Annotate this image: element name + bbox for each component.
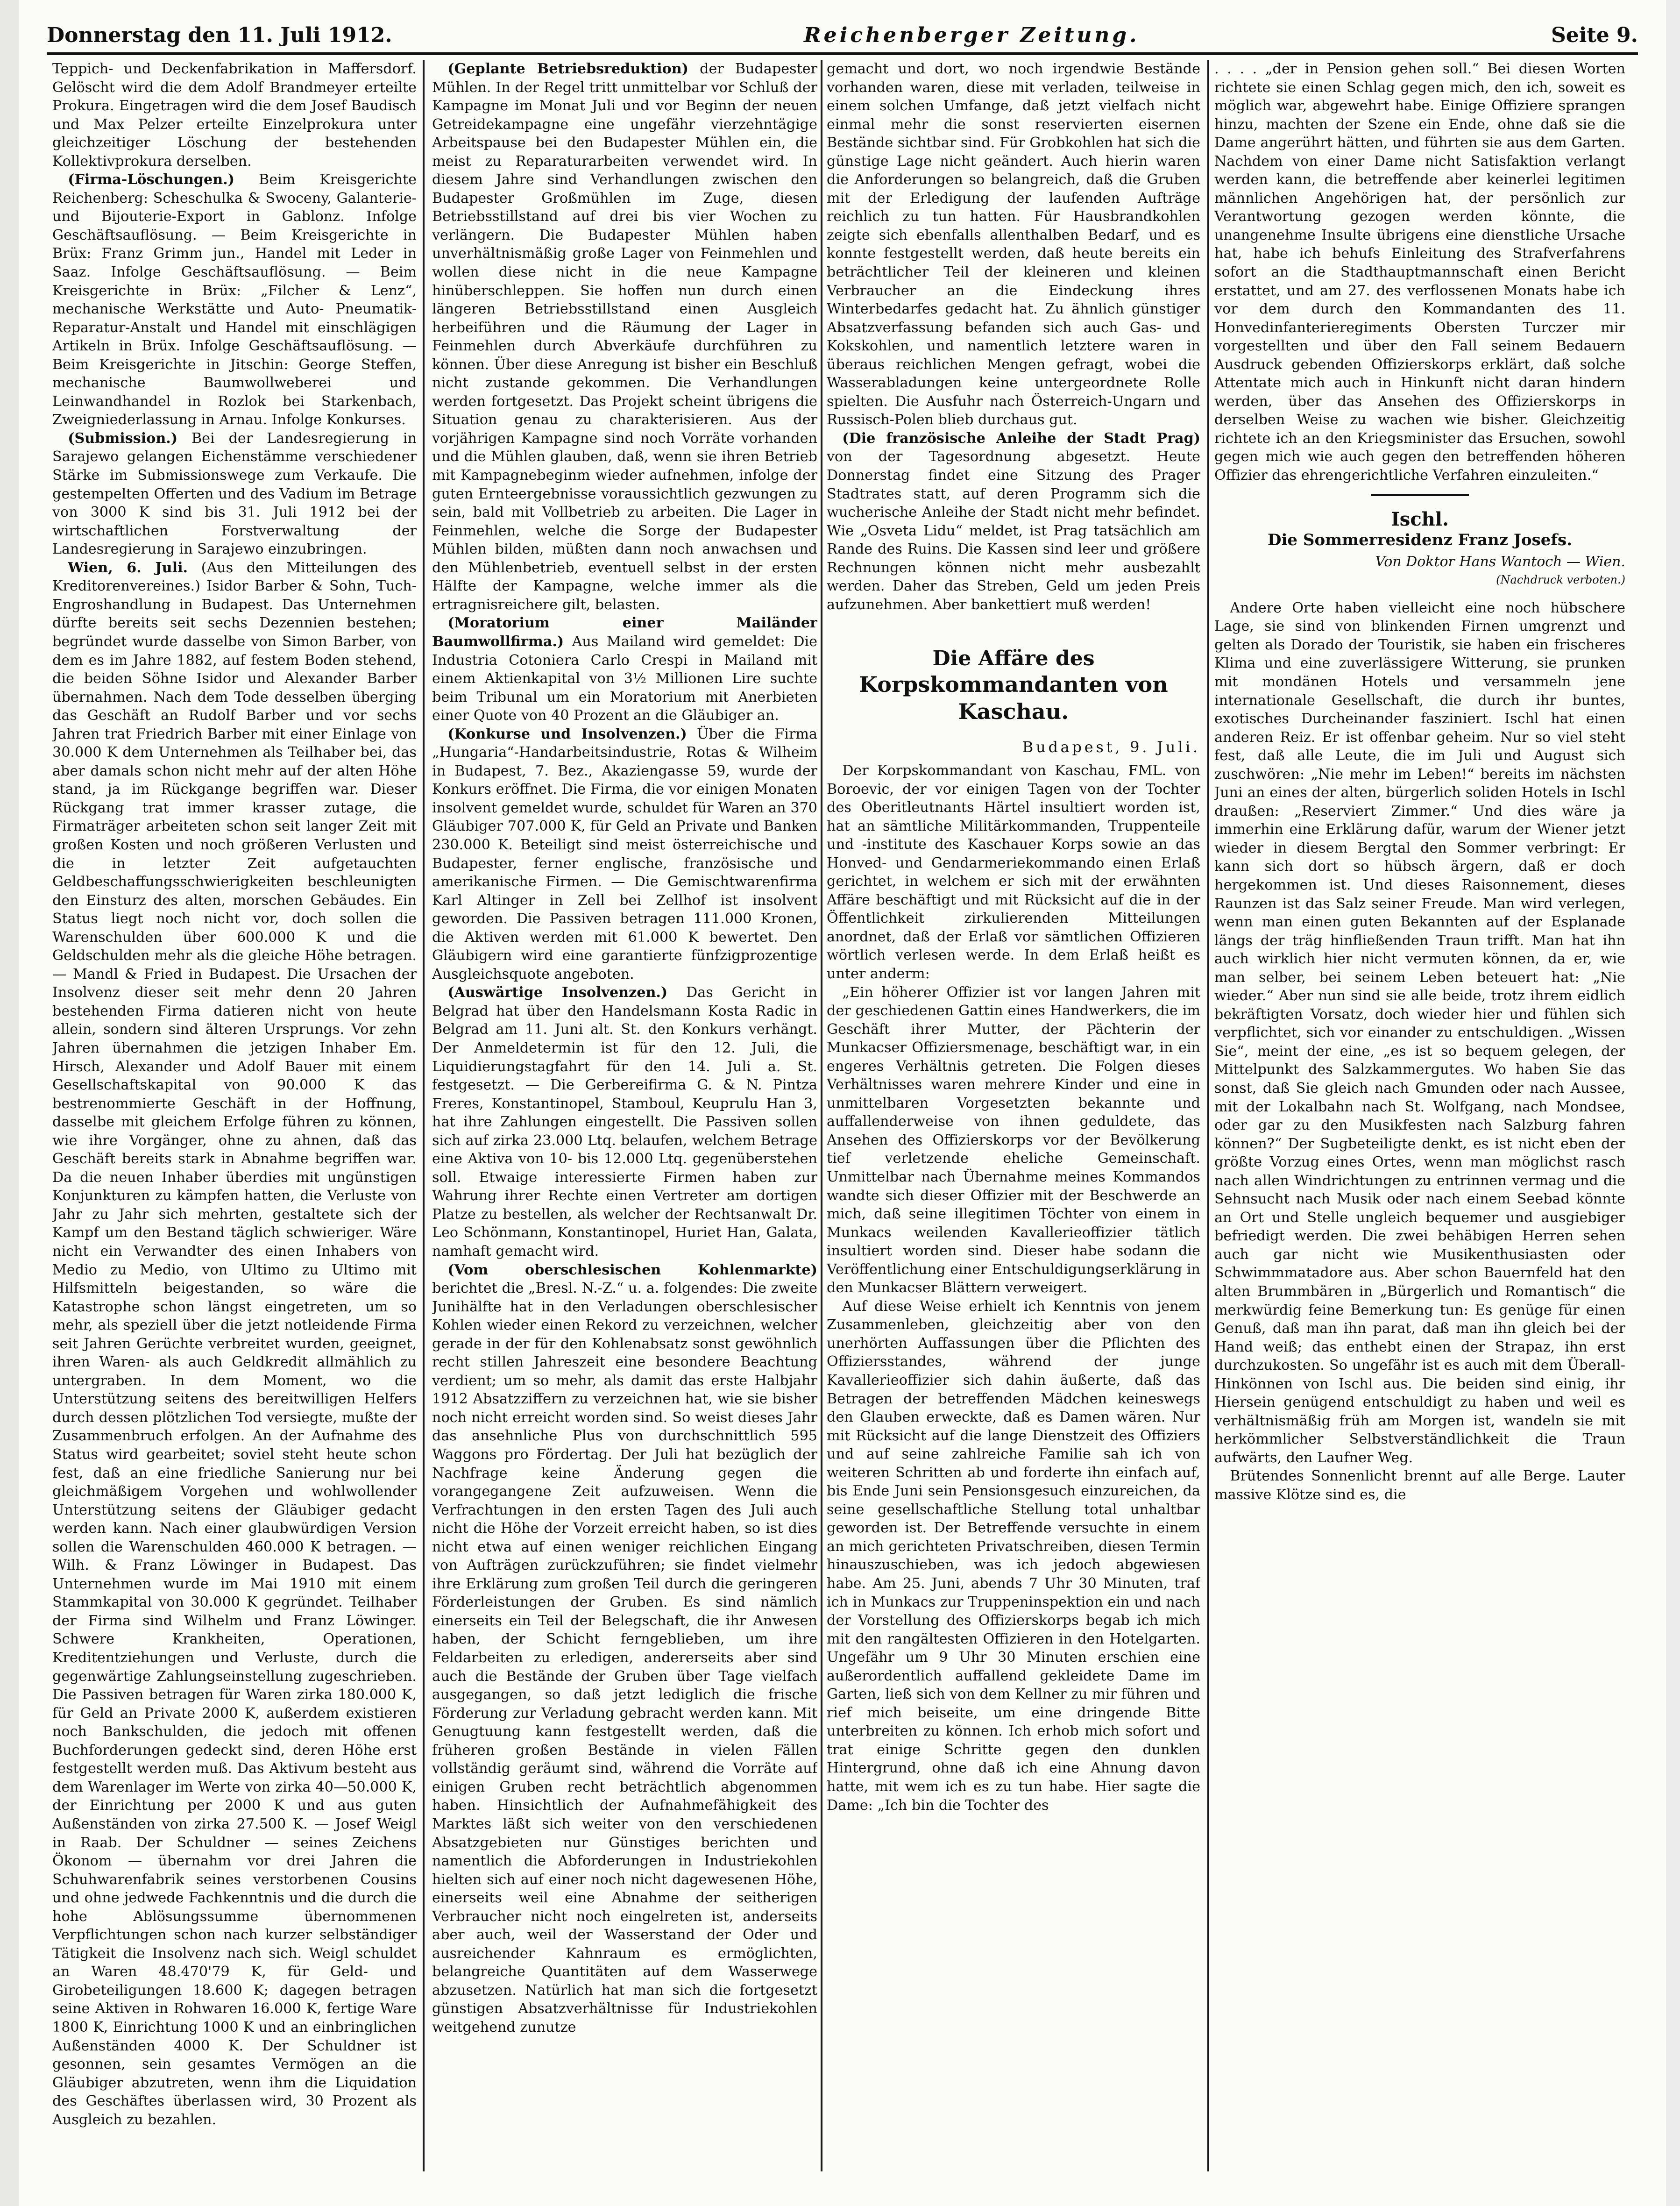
article-text: der Budapester Mühlen. In der Regel tritt unmittelbar vor Schluß der Kampagne im Monat Juli und vor Beginn der neuen Getreidekampagne eine ungefähr vierzehntägige Arbeitspause bei den Budapester Mühlen ein, die meist zu Reparaturarbeiten verwendet wird. In diesem Jahre sind Verhandlungen zwischen den Budapester Großmühlen im Zuge, diesen Betriebsstillstand auf drei bis vier Wochen zu verlängern. Die Budapester Mühlen haben unverhältnismäßig große Lager von Feinmehlen und wollen diese nicht in die neue Kampagne hinüberschleppen. Sie hoffen nun durch einen längeren Betriebsstillstand einen Ausgleich herbeiführen und die Räumung der Lager in Feinmehlen durch Abverkäufe durchführen zu können. Über diese Anregung ist bisher ein Beschluß nicht zustande gekommen. Die Verhandlungen werden fortgesetzt. Das Projekt scheint übrigens die Situation genau zu charakterisieren. Aus der vorjährigen Kampagne sind noch Vorräte vorhanden und die Mühlen glauben, daß, wenn sie ihren Betrieb mit Kampagnebeginm wieder aufnehmen, infolge der guten Ernteergebnisse voraussichtlich gezwungen zu sein, bald mit Vollbetrieb zu arbeiten. Die Lager in Feinmehlen, welche die Sorge der Budapester Mühlen bilden, müßten dann noch anwachsen und den Mühlenbetrieb, eventuell selbst in der ersten Hälfte der Kampagne, welche immer als die ertragnisreichere gilt, belasten. — [432, 61, 817, 613]
article-paragraph: . . . . „der in Pension gehen soll.“ Bei diesen Worten richtete sie einen Schlag gegen mich, den ich, soweit es möglich war, abgewehrt habe. Einige Offiziere sprangen hinzu, machten der Szene ein Ende, ohne daß sie die Dame angerührt hätten, und führten sie aus dem Garten. Nachdem von einer Dame nicht Satisfaktion verlangt werden kann, die betreffende aber keinerlei legitimen männlichen Angehörigen hat, der persönlich zur Verantwortung gezogen werden könnte, die unangenehme Insulte übrigens eine dienstliche Ursache hat, habe ich behufs Einleitung des Strafverfahrens sofort an die Stadthauptmannschaft einen Bericht erstattet, und am 27. des verflossenen Monats habe ich vor dem durch den Kommandanten des 11. Honvedinfanterieregiments Obersten Turczer mir vorgestellten und über den Fall seinem Bedauern Ausdruck gebenden Offizierskorps erklärt, daß solche Attentate mich auch in Hinkunft nicht daran hindern werden, über das Ansehen des Offizierskorps in derselben Weise zu wachen wie bisher. Gleichzeitig richtete ich an den Kriegsminister das Ersuchen, sowohl gegen mich wie auch gegen den betreffenden höheren Offizier das ehrengerichtliche Verfahren einzuleiten.“ — [1214, 61, 1625, 484]
article-paragraph: „Ein höherer Offizier ist vor langen Jahren mit der geschiedenen Gattin eines Handwerkers, die im Geschäft ihrer Mutter, der Pächterin der Munkacser Offiziersmenage, beschäftigt war, in ein engeres Verhältnis getreten. Die Folgen dieses Verhältnisses waren mehrere Kinder und eine in unmittelbaren Vorgesetzten bekannte und auffallenderweise von ihnen geduldete, das Ansehen des Offizierskorps vor der Bevölkerung tief verletzende eheliche Gemeinschaft. Unmittelbar nach Übernahme meines Kommandos wandte sich dieser Offizier mit der Beschwerde an mich, daß seine illegitimen Töchter von einem in Munkacs weilenden Kavallerieoffizier tätlich insultiert worden sind. Dieser habe sodann die Veröffentlichung einer Entschuldigungserklärung in den Munkacser Blättern verweigert. — [827, 984, 1200, 1296]
article-lead: (Vom oberschlesischen Kohlenmarkte) — [447, 1261, 817, 1278]
article-paragraph — [432, 725, 817, 984]
article-paragraph — [827, 429, 1200, 614]
column-1 — [52, 60, 417, 2171]
article-paragraph: Teppich- und Deckenfabrikation in Maffersdorf. Gelöscht wird die dem Adolf Brandmeyer erteilte Prokura. Eingetragen wird die dem Josef Baudisch und Max Pelzer erteilte Einzelprokura unter gleichzeitiger Löschung der bestehenden Kollektivprokura derselben. — [52, 61, 417, 170]
article-lead: (Auswärtige Insolvenzen.) — [447, 984, 668, 1001]
article-paragraph: Brütendes Sonnenlicht brennt auf alle Berge. Lauter massive Klötze sind es, die — [1214, 1468, 1625, 1503]
article-lead: (Submission.) — [68, 430, 178, 447]
page-margin-right — [1666, 0, 1680, 2206]
article-paragraph — [432, 1261, 817, 2037]
article-text: Das Gericht in Belgrad hat über den Handelsmann Kosta Radic in Belgrad am 11. Juni alt. St. den Konkurs verhängt. Der Anmeldetermin ist für den 12. Juli, die Liquidierungstagfahrt für den 14. Juli a. St. festgesetzt. — Die Gerbereifirma G. & N. Pintza Freres, Konstantinopel, Stamboul, Keuprulu Han 3, hat ihre Zahlungen eingestellt. Die Passiven sollen sich auf zirka 23.000 Ltq. belaufen, welchem Betrage eine Aktiva von 10- bis 12.000 Ltq. gegenüberstehen soll. Etwaige interessierte Firmen haben zur Wahrung ihrer Rechte einen Vertreter am dortigen Platze zu bestellen, als welcher der Rechtsanwalt Dr. Leo Schönmann, Konstantinopel, Huriet Han, Galata, namhaft gemacht wird. — [432, 984, 817, 1260]
page-margin-left — [0, 0, 19, 2206]
article-paragraph: Der Korpskommandant von Kaschau, FML. von Boroevic, der vor einigen Tagen von der Tochter des Oberitleutnants Härtel insultiert worden ist, hat an sämtliche Militärkommanden, Truppenteile und -institute des Kaschauer Korps sowie an das Honved- und Gendarmeriekommando einen Erlaß gerichtet, in welchem er sich mit der erwähnten Affäre beschäftigt und mit Rücksicht auf die in der Öffentlichkeit zirkulierenden Mitteilungen anordnet, daß der Erlaß vor sämtlichen Offizieren wörtlich verlesen werde. In dem Erlaß heißt es unter anderm: — [827, 762, 1200, 982]
header-page-number: Seite 9. — [1551, 23, 1638, 47]
column-rule — [1207, 60, 1209, 2171]
feuilleton-author: Von Doktor Hans Wantoch — Wien. — [1375, 553, 1625, 570]
header-rule — [47, 52, 1638, 55]
header-date: Donnerstag den 11. Juli 1912. — [47, 23, 392, 47]
article-lead: (Firma-Löschungen.) — [68, 171, 234, 188]
feuilleton-header — [1214, 510, 1625, 590]
article-paragraph — [52, 171, 417, 429]
feuilleton-title: Die Sommerresidenz Franz Josefs. — [1268, 531, 1572, 550]
article-lead: (Die französische Anleihe der Stadt Prag) — [842, 430, 1200, 447]
column-rule — [821, 60, 822, 2171]
article-paragraph: Andere Orte haben vielleicht eine noch hübschere Lage, sie sind von blinkenden Firnen umgrenzt und gelten als Dorado der Touristik, sie haben ein frischeres Klima und eine zuverlässigere Witterung, sie prunken mit mondänen Hotels und versammeln jene internationale Gesellschaft, die durch ihr buntes, exotisches Durcheinander fasziniert. Ischl hat einen anderen Reiz. Er ist offenbar geheim. Nur so viel steht fest, daß alle Leute, die im Juli und August sich zuschwören: „Nie mehr im Leben!“ bereits im nächsten Juni an eines der alten, bürgerlich soliden Hotels in Ischl draußen: „Reserviert Zimmer.“ Und dies wäre ja immerhin eine Erklärung dafür, warum der Wiener jetzt wieder in diesem Bergtal den Sommer verbringt: Er kann sich dort so hübsch ärgern, daß er doch hergekommen ist. Und dieses Raisonnement, dieses Raunzen ist das Salz seiner Freude. Man wird verlegen, wenn man einen guten Bekannten auf der Esplanade längs der träg hinfließenden Traun trifft. Man hat ihn auch wirklich hier nicht vermuten können, da er, wie man selber, bei seinem Leben beteuert hat: „Nie wieder.“ Aber nun sind sie alle beide, trotz ihrem eidlich bekräftigten Vorsatz, doch wieder hier und fühlen sich verpflichtet, sich vor einander zu entschuldigen. „Wissen Sie“, meint der eine, „es ist so bequem gelegen, der Mittelpunkt des Salzkammergutes. Wo haben Sie das sonst, daß Sie gleich nach Gmunden oder nach Aussee, mit der Lokalbahn nach St. Wolfgang, nach Mondsee, oder gar zu den Musikfesten nach Salzburg fahren können?“ Der Sugbeteiligte denkt, es ist nicht eben der größte Vorzug eines Ortes, wenn man möglichst rasch nach allen Windrichtungen zu entrinnen vermag und die Sehnsucht nach Musik oder nach einem Seebad könnte an Ort und Stelle ungleich bequemer und ausgiebiger befriedigt werden. Die zwei behäbigen Herren sehen auch gar nicht wie Musikenthusiasten oder Schwimmmatadore aus. Aber schon Bauernfeld hat den alten Brummbären in „Bürgerlich und Romantisch“ die merkwürdig feine Bemerkung tun: Es genüge für einen Genuß, daß man ihn parat, daß man ihn gleich bei der Hand weiß; das enthebt einen der Strapaz, ihn erst durchzukosten. So ungefähr ist es auch mit dem Überall-Hinkönnen von Ischl aus. Die beiden sind einig, ihr Hiersein genügend entschuldigt zu haben und weil es verhältnismäßig früh am Morgen ist, wandeln sie mit herkömmlicher Selbstverständlichkeit die Traun aufwärts, den Laufner Weg. — [1214, 599, 1625, 1466]
article-paragraph — [52, 429, 417, 559]
article-paragraph — [432, 60, 817, 614]
article-text: Beim Kreisgerichte Reichenberg: Scheschulka & Swoceny, Galanterie- und Bijouterie-Export in Gablonz. Infolge Geschäftsauflösung. — Beim Kreisgerichte in Brüx: Franz Grimm jun., Handel mit Leder in Saaz. Infolge Geschäftsauflösung. — Beim Kreisgerichte in Brüx: „Filcher & Lenz“, mechanische Werkstätte und Auto- Pneumatik- Reparatur-Anstalt und Handel mit einschlägigen Artikeln in Brüx. Infolge Geschäftsauflösung. — Beim Kreisgerichte in Jitschin: George Steffen, mechanische Baumwollweberei und Leinwandhandel in Rozlok bei Starkenbach, Zweigniederlassung in Arnau. Infolge Konkurses. — [52, 171, 417, 428]
article-paragraph — [432, 614, 817, 725]
article-headline — [827, 647, 1200, 725]
article-lead: (Konkurse und Insolvenzen.) — [447, 726, 687, 742]
article-paragraph: gemacht und dort, wo noch irgendwie Bestände vorhanden waren, diese mit verladen, teilweise in einem solchen Umfange, daß jetzt vielfach nicht einmal mehr die sonst reservierten eisernen Bestände sichtbar sind. Für Grobkohlen hat sich die günstige Lage nicht geändert. Auch hierin waren die Anforderungen so belangreich, daß die Gruben mit der Erledigung der laufenden Aufträge reichlich zu tun hatten. Für Hausbrandkohlen zeigte sich ebenfalls allenthalben Bedarf, und es konnte festgestellt werden, daß heute bereits ein beträchtlicher Teil der kleineren und kleinen Verbraucher an die Eindeckung ihres Winterbedarfes gedacht hat. Zu ähnlich günstiger Absatzverfassung befanden sich auch Gas- und Kokskohlen, und namentlich letztere waren in überaus reichlichen Mengen gefragt, wobei die Wasserabladungen keine untergeordnete Rolle spielten. Die Ausfuhr nach Österreich-Ungarn und Russisch-Polen blieb durchaus gut. — [827, 61, 1200, 428]
column-rule — [423, 60, 425, 2171]
article-lead: (Moratorium einer Mailänder Baumwollfirma.) — [432, 615, 817, 650]
article-text: von der Tagesordnung abgesetzt. Heute Donnerstag findet eine Sitzung des Prager Stadtrates statt, auf deren Programm sich die wucherische Anleihe der Stadt nicht mehr befindet. Wie „Osveta Lidu“ meldet, ist Prag tatsächlich am Rande des Ruins. Die Kassen sind leer und größere Rechnungen können nicht mehr ausbezahlt werden. Daher das Streben, Geld um jeden Preis aufzunehmen. Aber bankettiert muß werden! — [827, 448, 1200, 613]
section-divider — [1371, 494, 1469, 496]
article-paragraph — [52, 559, 417, 2129]
article-lead: (Geplante Betriebsreduktion) — [447, 61, 688, 77]
article-text: berichtet die „Bresl. N.-Z.“ u. a. folgendes: Die zweite Junihälfte hat in den Verladungen oberschlesischer Kohlen wieder einen Rekord zu verzeichnen, welcher gerade in der für den Kohlenabsatz sonst gewöhnlich recht stillen Jahreszeit eine besondere Beachtung verdient; um so mehr, als damit das erste Halbjahr 1912 Absatzziffern zu verzeichnen hat, wie sie bisher noch nicht erreicht worden sind. So weist dieses Jahr das ansehnliche Plus von durchschnittlich 595 Waggons pro Fördertag. Der Juli hat bezüglich der Nachfrage keine Änderung gegen die vorangegangene Zeit aufzuweisen. Wenn die Verfrachtungen in den ersten Tagen des Juli auch nicht die Höhe der Vorzeit erreicht haben, so ist dies nicht etwa auf einen weniger reichlichen Eingang von Aufträgen zurückzuführen; sie findet vielmehr ihre Erklärung zum großen Teil durch die geringeren Förderleistungen der Gruben. Es sind nämlich einerseits ein Teil der Belegschaft, die ihr Anwesen haben, der Schicht ferngeblieben, um ihre Feldarbeiten zu erledigen, andererseits aber sind auch die Bestände der Gruben über Tage vielfach ausgegangen, so daß jetzt lediglich die frische Förderung zur Verladung gebracht werden kann. Mit Genugtuung kann festgestellt werden, daß die früheren großen Bestände in vielen Fällen vollständig geräumt sind, während die Vorräte auf einigen Gruben recht beträchtlich abgenommen haben. Hinsichtlich der Aufnahmefähigkeit des Marktes läßt sich weiter von den verschiedenen Absatzgebieten nur Günstiges berichten und namentlich die Abforderungen in Industriekohlen hielten sich auf einer noch nicht dagewesenen Höhe, einerseits weil eine Abnahme der seitherigen Verbraucher nicht noch eingelreten ist, anderseits aber auch, weil der Wasserstand der Oder und ausreichender Kahnraum es ermöglichten, belangreiche Quantitäten auf dem Wasserwege abzusetzen. Natürlich hat man sich die fortgesetzt günstigen Absatzverhältnisse für Industriekohlen weitgehend zunutze — [432, 1280, 817, 2035]
article-paragraph: Auf diese Weise erhielt ich Kenntnis von jenem Zusammenleben, gleichzeitig aber von den unerhörten Auffassungen über die Pflichten des Offiziersstandes, während der junge Kavallerieoffizier sich dahin äußerte, daß das Betragen der betreffenden Mädchen keineswegs den Glauben erweckte, daß es Damen wären. Nur mit Rücksicht auf die lange Dienstzeit des Offiziers und auf seine zahlreiche Familie sah ich von weiteren Schritten ab und forderte ihn einfach auf, bis Ende Juni sein Pensionsgesuch einzureichen, da seine gesellschaftliche Stellung total unhaltbar geworden ist. Der Betreffende versuchte in einem an mich gerichteten Privatschreiben, diesen Termin hinauszuschieben, was ich jedoch abgewiesen habe. Am 25. Juni, abends 7 Uhr 30 Minuten, traf ich in Munkacs zur Truppeninspektion ein und nach der Vorstellung des Offizierskorps begab ich mich mit den rangältesten Offizieren in den Hotelgarten. Ungefähr um 9 Uhr 30 Minuten erschien eine außerordentlich auffallend gekleidete Dame im Garten, ließ sich von dem Kellner zu mir führen und rief mich beiseite, um eine dringende Bitte unterbreiten zu können. Ich erhob mich sofort und trat einige Schritte gegen den dunklen Hintergrund, ohne daß ich eine Ahnung davon hatte, mit wem ich es zu tun habe. Hier sagte die Dame: „Ich bin die Tochter des — [827, 1298, 1200, 1814]
reprint-note: (Nachdruck verboten.) — [1496, 573, 1625, 587]
header-paper-name: Reichenberger Zeitung. — [804, 23, 1140, 47]
column-3 — [827, 60, 1200, 2171]
article-paragraph — [432, 983, 817, 1260]
article-text: Aus Mailand wird gemeldet: Die Industria Cotoniera Carlo Crespi in Mailand mit einem Aktienkapital von 3½ Millionen Lire suchte beim Tribunal um ein Moratorium mit Anerbieten einer Quote von 40 Prozent an die Gläubiger an. — [432, 633, 817, 724]
column-2 — [432, 60, 817, 2171]
column-4 — [1214, 60, 1625, 2171]
page-header — [47, 19, 1638, 51]
article-lead: Wien, 6. Juli. — [68, 559, 188, 576]
article-text: Über die Firma „Hungaria“-Handarbeitsindustrie, Rotas & Wilheim in Budapest, 7. Bez., Akaziengasse 59, wurde der Konkurs eröffnet. Die Firma, die vor einigen Monaten insolvent gemeldet wurde, schuldet für Waren an 370 Gläubiger 707.000 K, für Geld an Private und Banken 230.000 K. Beteiligt sind meist österreichische und Budapester, ferner englische, französische und amerikanische Firmen. — Die Gemischtwarenfirma Karl Altinger in Zell bei Zellhof ist insolvent geworden. Die Passiven betragen 111.000 Kronen, die Aktiven werden mit 61.000 K bewertet. Den Gläubigern wird eine garantierte fünfzigprozentige Ausgleichsquote angeboten. — [432, 726, 817, 982]
headline-line-1: Die Affäre des — [932, 647, 1095, 671]
article-dateline: Budapest, 9. Juli. — [1022, 738, 1200, 756]
headline-line-2: Korpskommandanten von Kaschau. — [859, 672, 1168, 725]
article-text: Bei der Landesregierung in Sarajewo gelangen Eichenstämme verschiedener Stärke im Submissionswege zum Verkaufe. Die gestempelten Offerten und des Vadium im Betrage von 3000 K sind bis 31. Juli 1912 bei der wirtschaftlichen Forstverwaltung der Landesregierung in Sarajewo einzubringen. — [52, 430, 417, 558]
feuilleton-place: Ischl. — [1391, 508, 1449, 530]
article-text: (Aus den Mitteilungen des Kreditorenvereines.) Isidor Barber & Sohn, Tuch-Engroshandlung in Budapest. Das Unternehmen dürfte bereits seit sechs Dezennien bestehen; begründet wurde dasselbe von Simon Barber, von dem es im Jahre 1882, auf festem Boden stehend, die beiden Söhne Isidor und Alexander Barber übernahmen. Nach dem Tode desselben überging das Geschäft an Rudolf Barber und vor sechs Jahren trat Friedrich Barber mit einer Einlage von 30.000 K dem Unternehmen als Teilhaber bei, das aber damals schon nicht mehr auf der alten Höhe stand, ja im Rückgange begriffen war. Dieser Rückgang trat immer krasser zutage, die Firmaträger arbeiteten schon seit langer Zeit mit großen Kosten und noch größeren Verlusten und die in letzter Zeit aufgetauchten Geldbeschaffungsschwierigkeiten beschleunigten den Einsturz des alten, morschen Gebäudes. Ein Status liegt noch nicht vor, doch sollen die Warenschulden über 600.000 K und die Geldschulden mehr als die gleiche Höhe betragen. — Mandl & Fried in Budapest. Die Ursachen der Insolvenz dieser seit mehr denn 20 Jahren bestehenden Firma datieren nicht von heute allein, sondern sind älteren Ursprungs. Vor zehn Jahren übernahmen die jetzigen Inhaber Em. Hirsch, Alexander und Adolf Bauer mit einem Gesellschaftskapital von 90.000 K das bestrenommierte Geschäft in der Hoffnung, dasselbe mit gleichem Erfolge führen zu können, wie ihre Vorgänger, ohne zu ahnen, daß das Geschäft bereits stark in Abnahme begriffen war. Da die neuen Inhaber überdies mit ungünstigen Konjunkturen zu kämpfen hatten, die Verluste von Jahr zu Jahr sich mehrten, gestaltete sich der Kampf um den Bestand täglich schwieriger. Wäre nicht ein Verwandter des einen Inhabers von Medio zu Medio, von Ultimo zu Ultimo mit Hilfsmitteln beigestanden, so wäre die Katastrophe schon längst eingetreten, um so mehr, als speziell über die jetzt notleidende Firma seit Jahren Gerüchte verbreitet wurden, geeignet, ihren Waren- als auch Geldkredit allmählich zu untergraben. In dem Moment, wo die Unterstützung seitens des bereitwilligen Helfers durch dessen plötzlichen Tod versiegte, mußte der Zusammenbruch erfolgen. An der Aufnahme des Status wird gearbeitet; soviel steht heute schon fest, daß an eine friedliche Sanierung nur bei gleichmäßigem Vorgehen und wohlwollender Unterstützung seitens der Gläubiger gedacht werden kann. Nach einer glaubwürdigen Version sollen die Warenschulden 460.000 K betragen. — Wilh. & Franz Löwinger in Budapest. Das Unternehmen wurde im Mai 1910 mit einem Stammkapital von 30.000 K gegründet. Teilhaber der Firma sind Wilhelm und Franz Löwinger. Schwere Krankheiten, Operationen, Kreditentziehungen und Verluste, durch die gegenwärtige Zahlungseinstellung zugeschrieben. Die Passiven betragen für Waren zirka 180.000 K, für Geld an Private 2000 K, außerdem existieren noch Bankschulden, die jedoch mit offenen Buchforderungen gedeckt sind, deren Höhe erst festgestellt werden muß. Das Aktivum besteht aus dem Warenlager im Werte von zirka 40—50.000 K, der Einrichtung per 2000 K und aus guten Außenständen von zirka 27.500 K. — Josef Weigl in Raab. Der Schuldner — seines Zeichens Ökonom — übernahm vor drei Jahren die Schuhwarenfabrik seines verstorbenen Cousins und ohne jedwede Fachkenntnis und die durch die hohe Ablösungssumme übernommenen Verpflichtungen schon nach kurzer selbständiger Tätigkeit die Insolvenz nach sich. Weigl schuldet an Waren 48.470'79 K, für Geld- und Girobeteiligungen 18.600 K; dagegen betragen seine Aktiven in Rohwaren 16.000 K, fertige Ware 1800 K, Einrichtung 1000 K und an einbringlichen Außenständen 4000 K. Der Schuldner ist gesonnen, sein gesamtes Vermögen an die Gläubiger abzutreten, wenn ihm die Liquidation des Geschäftes überlassen wird, 30 Prozent als Ausgleich zu bezahlen. — [52, 559, 417, 2128]
